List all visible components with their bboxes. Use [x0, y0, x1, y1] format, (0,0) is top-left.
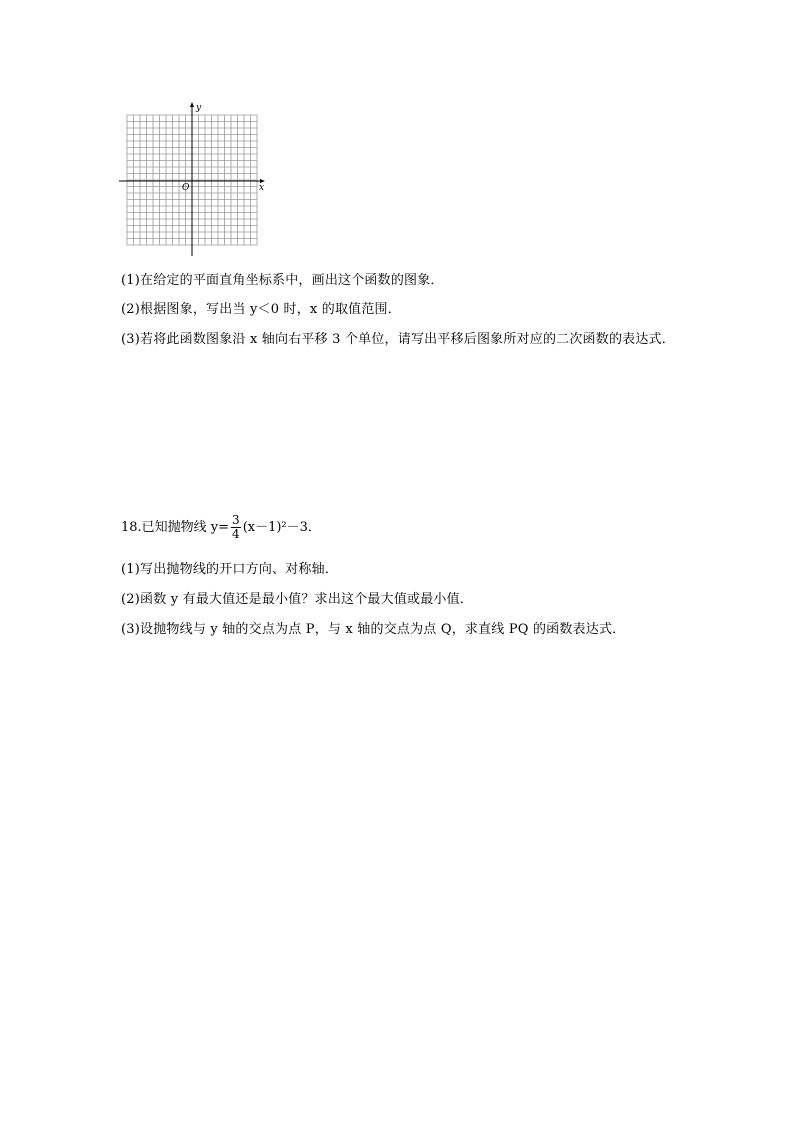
q18-prefix: 18.已知抛物线 y= — [121, 519, 230, 535]
fraction-numerator: 3 — [232, 513, 240, 527]
origin-label: O — [182, 183, 190, 193]
q18-stem — [121, 514, 321, 541]
coordinate-grid-figure — [117, 99, 272, 257]
q18-part3: (3)设抛物线与 y 轴的交点为点 P，与 x 轴的交点为点 Q，求直线 PQ 的函数表达式． — [121, 622, 626, 637]
q18-fraction — [231, 514, 241, 541]
y-axis-arrow-icon — [190, 102, 194, 107]
q18-part1: (1)写出抛物线的开口方向、对称轴． — [121, 562, 339, 577]
fraction-denominator: 4 — [232, 527, 240, 541]
q18-part2: (2)函数 y 有最大值还是最小值？求出这个最大值或最小值． — [121, 592, 474, 607]
q17-part2: (2)根据图象，写出当 y＜0 时，x 的取值范围． — [121, 302, 401, 317]
q18-suffix: (x－1)²－3． — [242, 519, 321, 535]
y-axis-label: y — [196, 103, 202, 113]
x-axis-label: x — [259, 183, 265, 193]
q17-part1: (1)在给定的平面直角坐标系中，画出这个函数的图象． — [121, 273, 444, 288]
q17-part3: (3)若将此函数图象沿 x 轴向右平移 3 个单位，请写出平移后图象所对应的二次函数的表达式． — [121, 332, 675, 347]
